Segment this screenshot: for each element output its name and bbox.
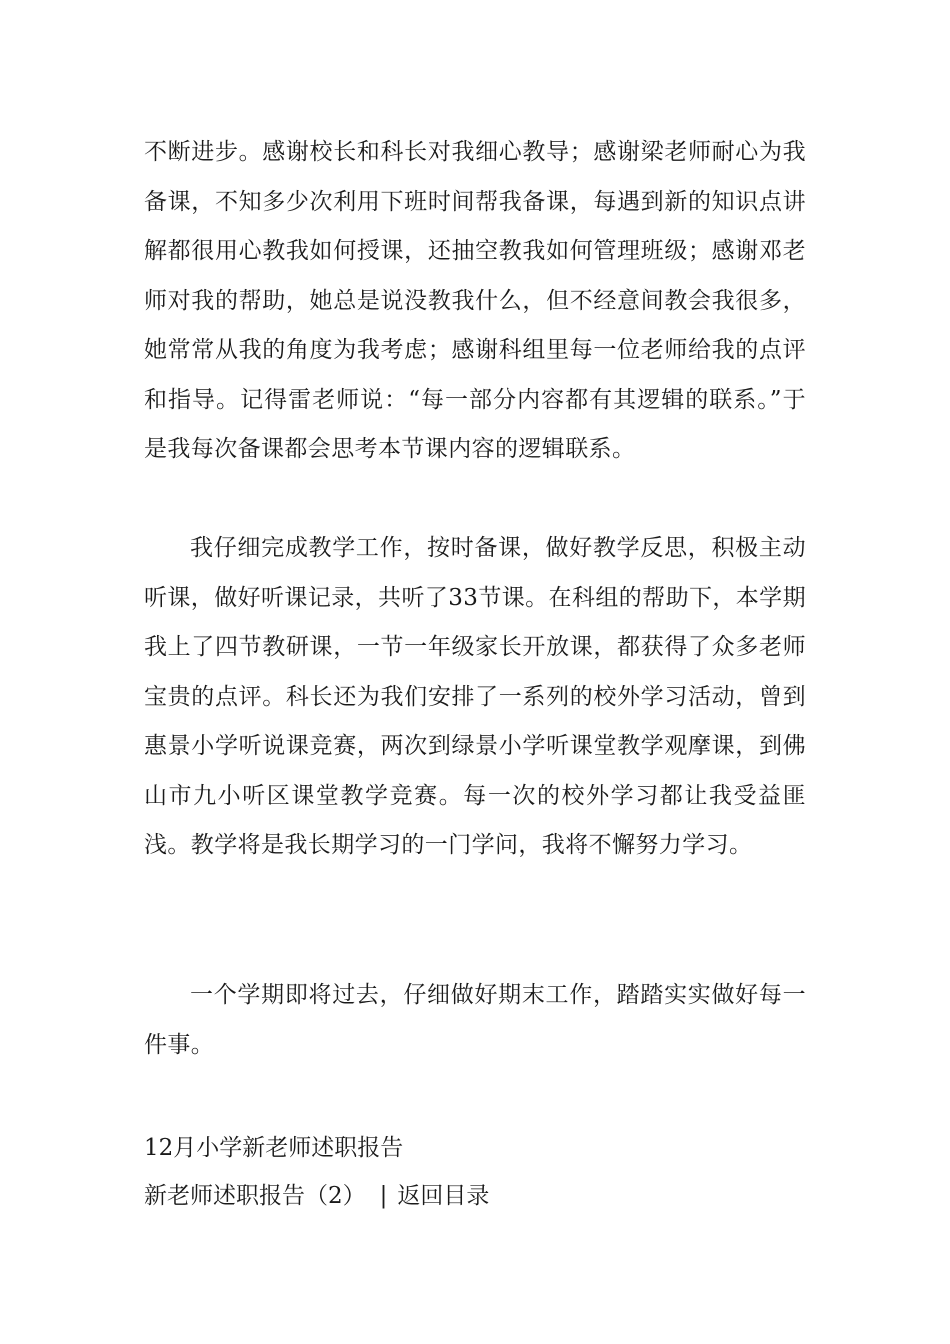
article-navigation: [144, 1180, 489, 1212]
next-article-link[interactable]: 新老师述职报告（2）: [144, 1183, 366, 1209]
body-paragraph-3: 一个学期即将过去，仔细做好期末工作，踏踏实实做好每一件事。: [144, 982, 806, 1058]
body-paragraph-1: 不断进步。感谢校长和科长对我细心教导；感谢梁老师耐心为我备课，不知多少次利用下班时间帮我备课，每遇到新的知识点讲解都很用心教我如何授课，还抽空教我如何管理班级；感谢邓老师对我的帮助，她总是说没教我什么，但不经意间教会我很多，她常常从我的角度为我考虑；感谢科组里每一位老师给我的点评和指导。记得雷老师说：“每一部分内容都有其逻辑的联系。”于是我每次备课都会思考本节课内容的逻辑联系。: [144, 139, 806, 462]
nav-separator: |: [379, 1183, 388, 1209]
back-to-contents-link[interactable]: 返回目录: [397, 1183, 490, 1209]
related-article-title: 12月小学新老师述职报告: [144, 1135, 404, 1161]
body-paragraph-2: 我仔细完成教学工作，按时备课，做好教学反思，积极主动听课，做好听课记录，共听了33节课。在科组的帮助下，本学期我上了四节教研课，一节一年级家长开放课，都获得了众多老师宝贵的点评。科长还为我们安排了一系列的校外学习活动，曾到惠景小学听说课竞赛，两次到绿景小学听课堂教学观摩课，到佛山市九小听区课堂教学竞赛。每一次的校外学习都让我受益匪浅。教学将是我长期学习的一门学问，我将不懈努力学习。: [144, 535, 806, 858]
